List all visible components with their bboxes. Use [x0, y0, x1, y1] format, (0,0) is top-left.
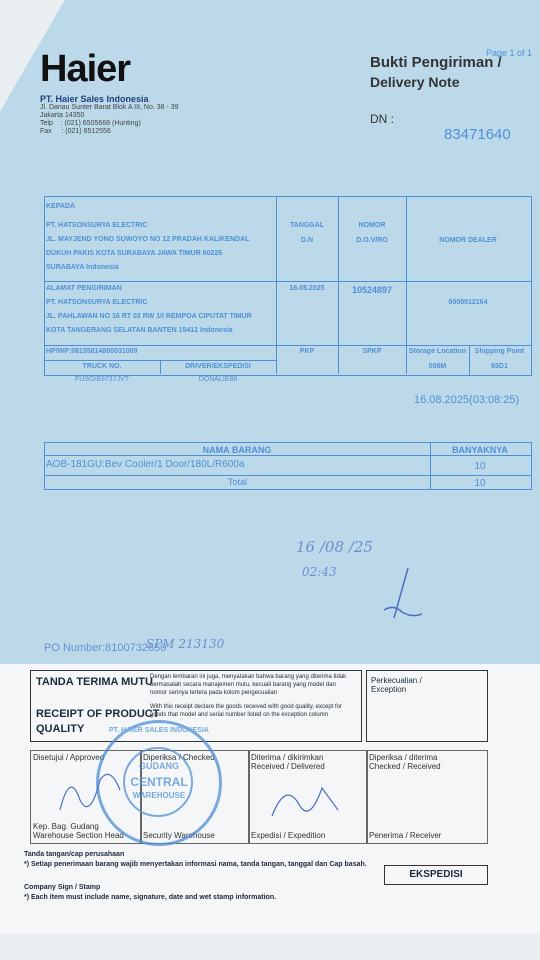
truck-value: FUSO/B9737JVT	[74, 376, 130, 383]
nomor-value: 10524897	[351, 285, 393, 295]
handwritten-time: 02:43	[302, 565, 337, 579]
kepada-label: KEPADA	[46, 203, 76, 210]
company-name: PT. Haier Sales Indonesia	[40, 94, 149, 104]
storage-label: Storage Location	[408, 348, 467, 355]
sign-id: Tanda tangan/cap perusahaan	[24, 851, 125, 858]
nomor-label: NOMOR	[358, 222, 386, 229]
dealer-label: NOMOR DEALER	[439, 237, 497, 244]
total-label: Total	[228, 477, 248, 487]
note-en: *) Each item must include name, signature, date and wet stamp information.	[24, 894, 277, 901]
document-title: Bukti Pengiriman /	[370, 54, 502, 71]
expedisi-label: Expedisi / Expedition	[251, 831, 326, 840]
col-nama-barang: NAMA BARANG	[202, 445, 272, 455]
print-timestamp: 16.08.2025(03:08:25)	[414, 394, 520, 406]
receipt-text-id: Dengan lembaran ini juga, menyatakan bahwa barang yang diterima tidak bermasalah secara manajemen mutu, kecuali barang yang model dan nomor serinya tertera pada kolom pengecualian	[150, 674, 347, 696]
alamat-line: PT. HATSONSURYA ELECTRIC	[46, 299, 148, 306]
col-banyaknya: BANYAKNYA	[452, 445, 508, 455]
nomor-sub: D.O.V/RO	[356, 237, 388, 244]
spkp-label: SPKP	[362, 348, 382, 355]
kepada-line: SURABAYA Indonesia	[46, 264, 119, 271]
shipping-label: Shipping Point	[474, 348, 525, 355]
stamp-ring-text: PT. HAIER SALES INDONESIA	[109, 727, 209, 734]
receipt-title-en2: QUALITY	[36, 723, 85, 735]
tanggal-label: TANGGAL	[289, 222, 325, 229]
security-label: Security Warehouse	[143, 831, 215, 840]
dn-label: DN :	[370, 112, 394, 126]
head-label: Kep. Bag. Gudang Warehouse Section Head	[33, 822, 124, 840]
kepada-line: JL. MAYJEND YONO SUWOYO NO 12 PRADAH KALIKENDAL	[46, 236, 250, 243]
receipt-title-id: TANDA TERIMA MUTU	[36, 676, 153, 688]
receipt-text-en: With this receipt declare the goods received with good quality, except for goods that model and serial number listed on the exception column	[150, 704, 342, 718]
document-subtitle: Delivery Note	[370, 74, 460, 90]
pkp-label: PKP	[299, 348, 315, 355]
total-qty: 10	[474, 478, 486, 489]
truck-label: TRUCK NO.	[82, 363, 122, 370]
delivered-label: Diterima / dikirimkan Received / Delivered	[251, 753, 325, 771]
alamat-line: KOTA TANGERANG SELATAN BANTEN 15412 Indonesia	[46, 327, 233, 334]
approver-signature	[50, 760, 130, 820]
note-id: *) Setiap penerimaan barang wajib menyertakan informasi nama, tanda tangan, tanggal dan Cap basah.	[24, 861, 367, 868]
handwritten-date: 16 /08 /25	[296, 538, 373, 556]
tanggal-value: 16.08.2025	[289, 285, 325, 292]
expedition-signature	[260, 770, 350, 825]
alamat-label: ALAMAT PENGIRIMAN	[46, 285, 122, 292]
kepada-line: PT. HATSONSURYA ELECTRIC	[46, 222, 148, 229]
storage-value: 008M	[428, 363, 447, 370]
ekspedisi-box: EKSPEDISI	[384, 865, 488, 885]
dn-number: 83471640	[444, 126, 511, 143]
page-indicator: Page 1 of 1	[486, 48, 533, 58]
received-label: Diperiksa / diterima Checked / Received	[369, 753, 441, 771]
item-qty: 10	[474, 461, 486, 472]
company-address: Jl. Danau Sunter Barat Blok A III, No. 38 - 39 Jakarta 14350 Telp : (021) 6505668 (Hunting) Fax : (021) 6512556	[40, 104, 179, 135]
po-number: PO Number:8100732650	[44, 642, 167, 654]
receipt-title-en: RECEIPT OF PRODUCT	[36, 708, 160, 720]
po-note: SPM 213130	[146, 637, 225, 651]
driver-signature	[378, 566, 428, 630]
checked-label: Diperiksa / Checked	[143, 753, 215, 762]
sign-en: Company Sign / Stamp	[24, 884, 101, 891]
alamat-line: JL. PAHLAWAN NO 16 RT 02 RW 10 REMPOA CIPUTAT TIMUR	[46, 313, 252, 320]
penerima-label: Penerima / Receiver	[369, 831, 442, 840]
stamp-mid: CENTRAL	[130, 775, 188, 789]
haier-logo: Haier	[40, 48, 131, 90]
driver-value: DONALIE86	[198, 376, 238, 383]
item-name: AOB-181GU:Bev Cooler/1 Door/180L/R600a	[46, 459, 245, 470]
stamp-top: GUDANG	[139, 761, 179, 771]
driver-label: DRIVER/EKSPEDISI	[185, 363, 251, 370]
dealer-value: 6000012164	[448, 299, 488, 306]
hp-line: HP/WP:08155814860031009	[46, 348, 138, 355]
stamp-bottom: WAREHOUSE	[132, 791, 186, 800]
approved-label: Disetujui / Approved	[33, 753, 105, 762]
exception-label: Perkecualian / Exception	[371, 676, 422, 694]
kepada-line: DUKUH PAKIS KOTA SURABAYA JAWA TIMUR 60226	[46, 250, 223, 257]
shipping-value: 65D1	[491, 363, 508, 370]
tanggal-sub: D.N	[300, 237, 314, 244]
